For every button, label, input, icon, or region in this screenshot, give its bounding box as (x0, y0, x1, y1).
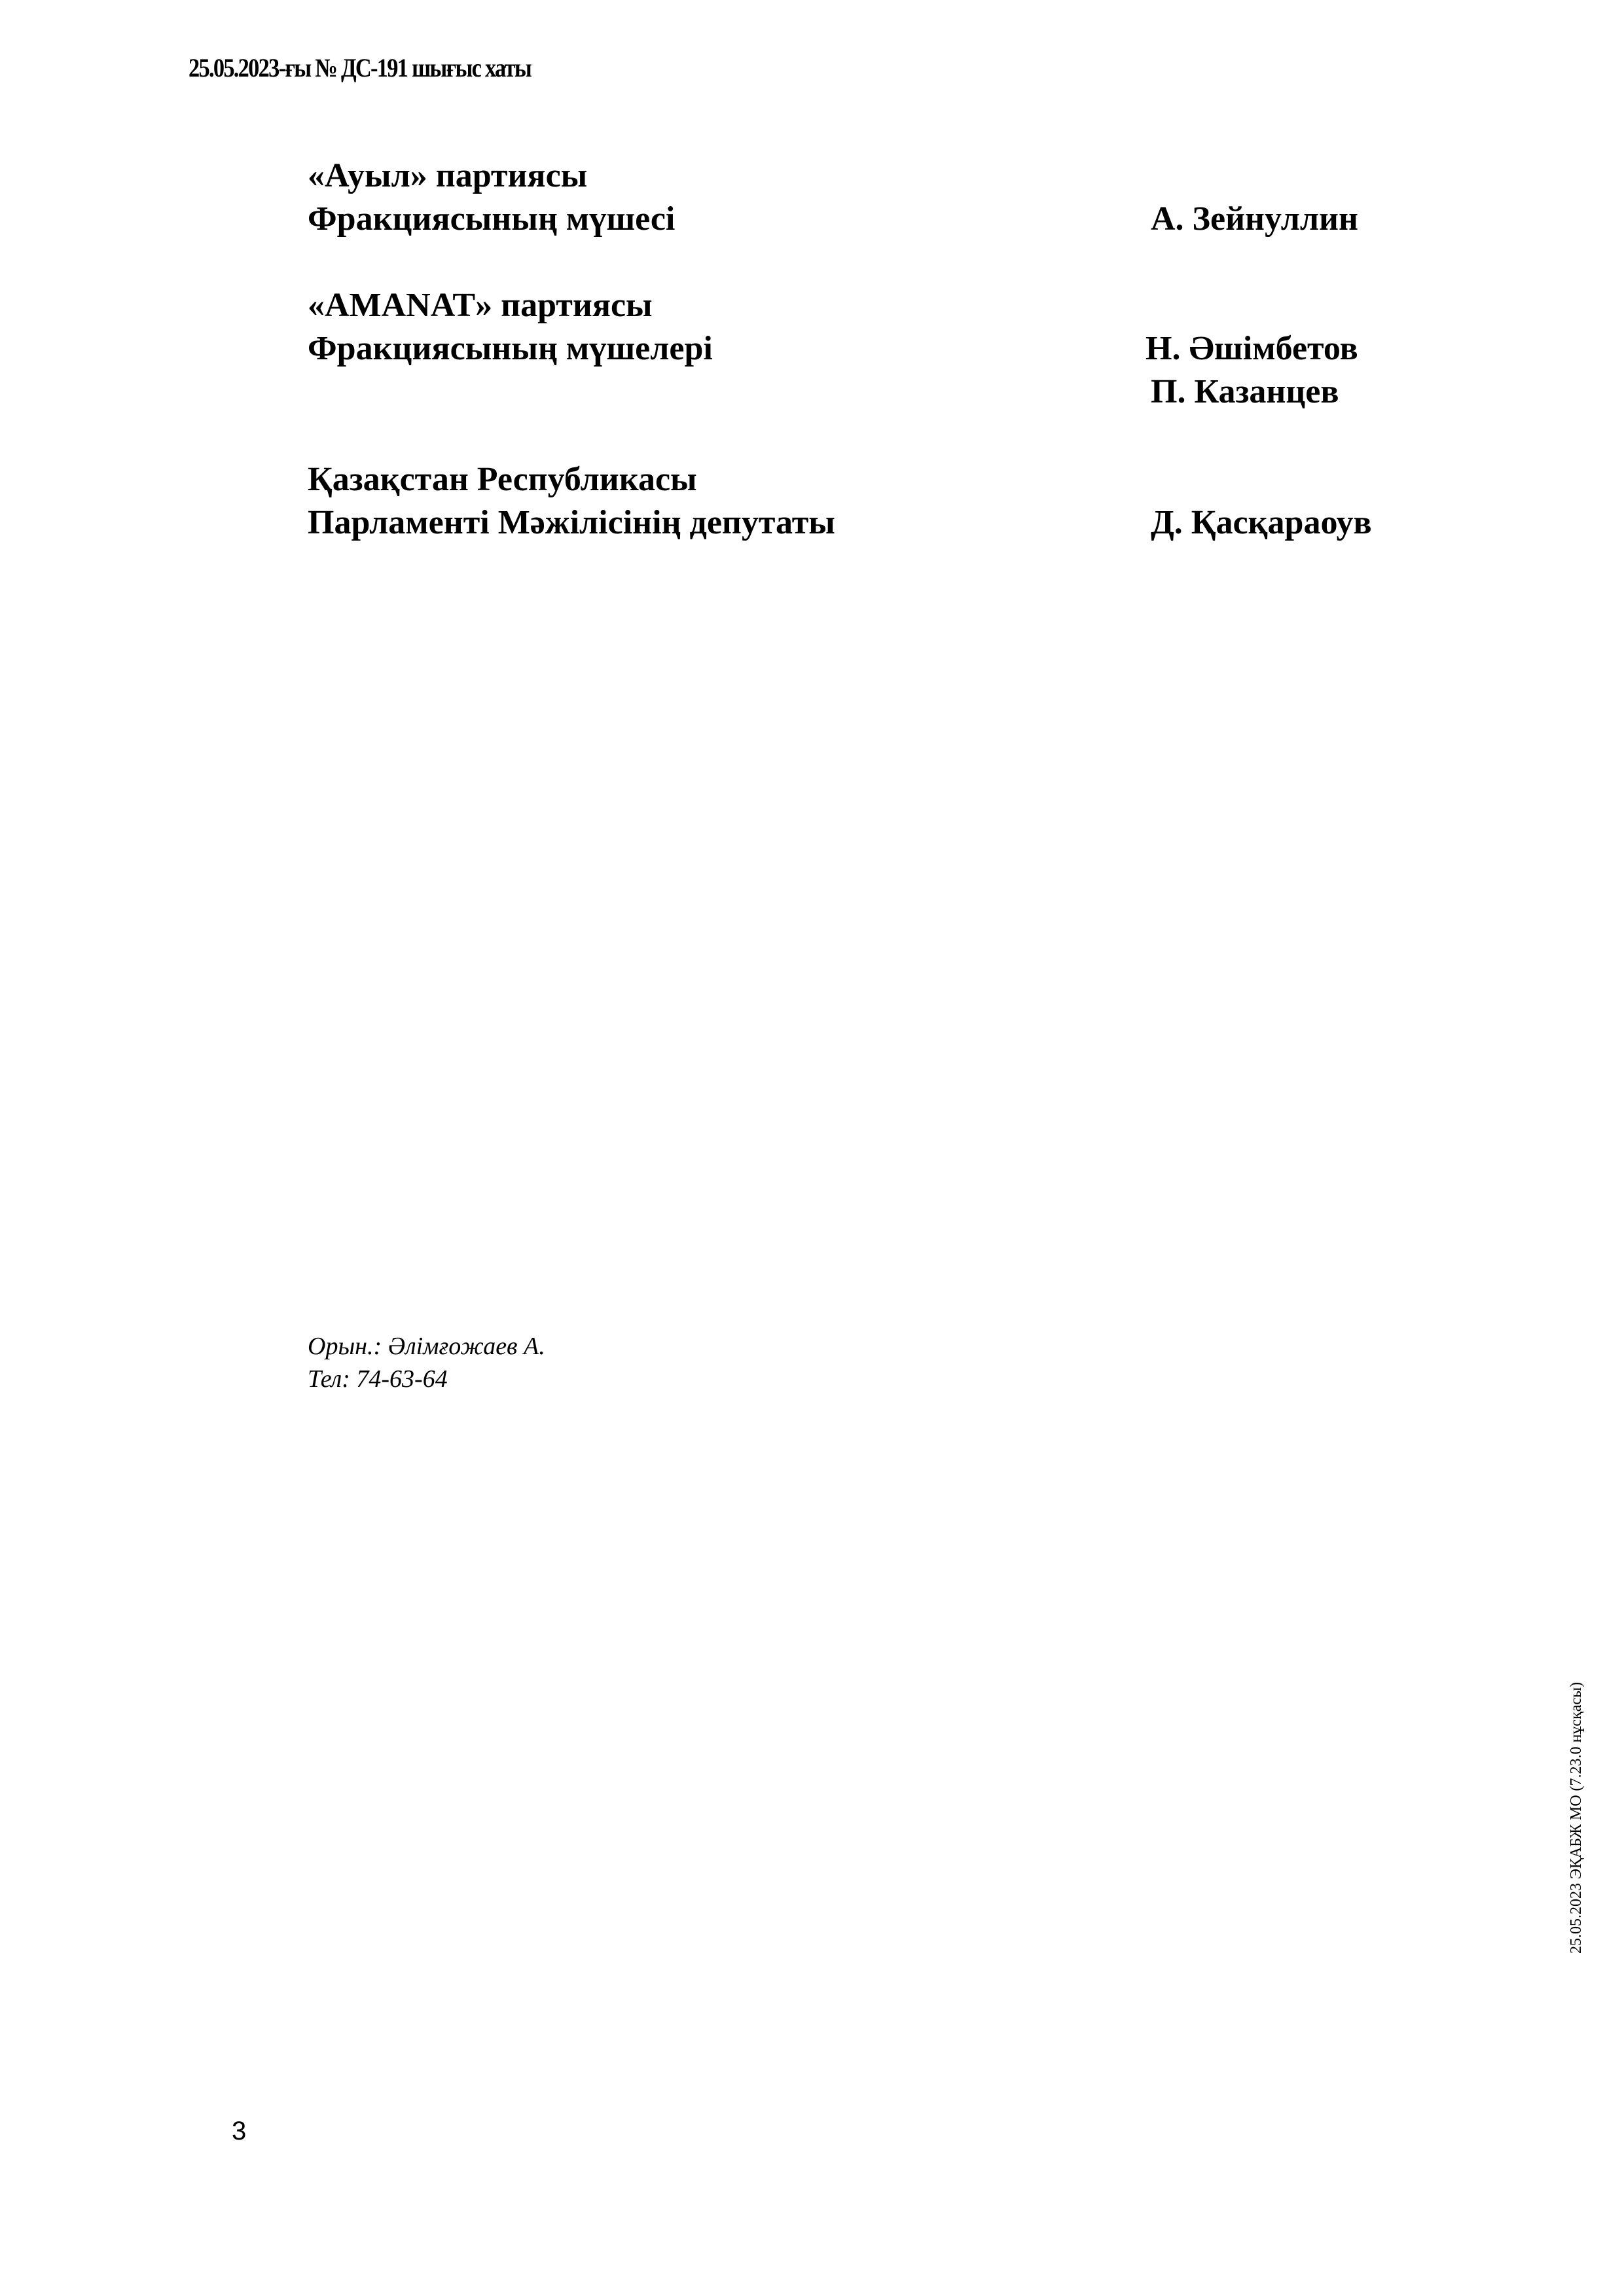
signature-org-line1: Қазақстан Республикасы (308, 461, 697, 498)
signatory-name: Н. Әшімбетов (1146, 330, 1358, 367)
executor-name: Орын.: Әлімғожаев А. (308, 1333, 545, 1360)
page-number: 3 (232, 2117, 247, 2145)
signature-org-line1: «Ауыл» партиясы (308, 157, 588, 194)
signature-org-line2: Фракциясының мүшелері (308, 330, 713, 367)
system-version-note: 25.05.2023 ЭҚАБЖ МО (7.23.0 нұсқасы) (1568, 1681, 1585, 1954)
outgoing-letter-stamp: 25.05.2023-ғы № ДС-191 шығыс хаты (189, 53, 531, 82)
signatory-name: А. Зейнуллин (1151, 200, 1358, 238)
signatory-name: П. Казанцев (1151, 373, 1339, 410)
signature-org-line2: Фракциясының мүшесі (308, 200, 676, 238)
executor-phone: Тел: 74-63-64 (308, 1365, 448, 1393)
signatory-name: Д. Қасқараоув (1151, 504, 1372, 541)
signature-org-line2: Парламенті Мәжілісінің депутаты (308, 504, 835, 541)
signature-org-line1: «AMANAT» партиясы (308, 287, 653, 324)
